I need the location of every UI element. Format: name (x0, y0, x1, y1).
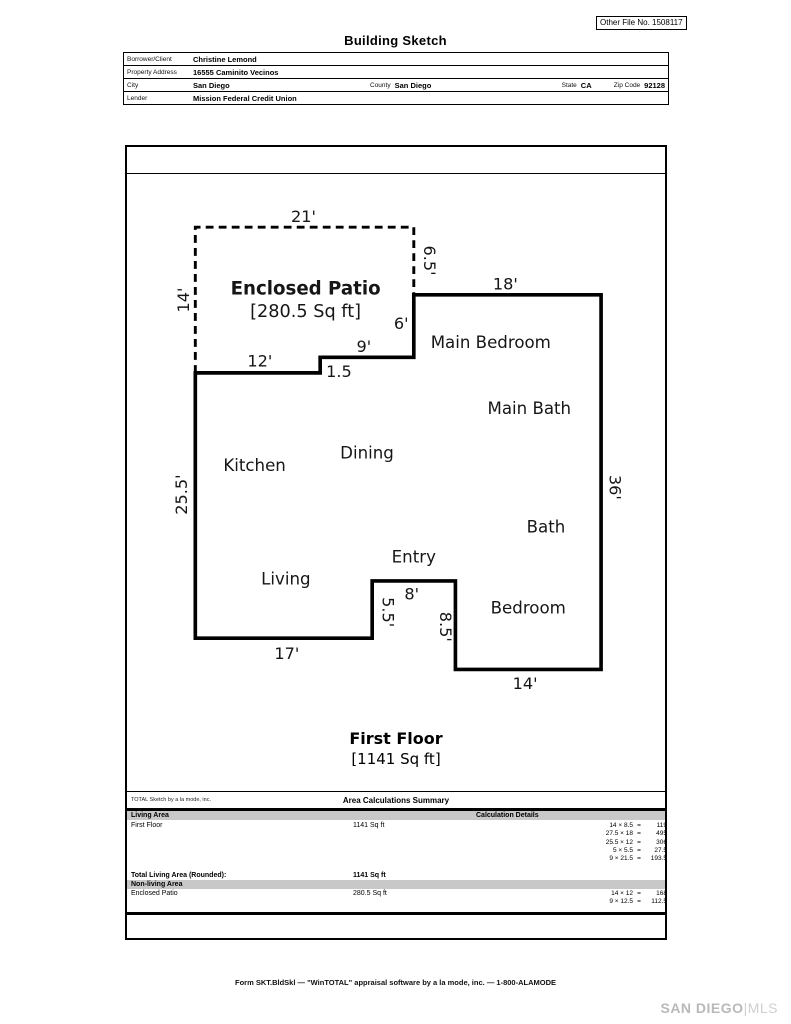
calc-expr: 25.5 × 12 (605, 838, 633, 846)
patio-area-label: [280.5 Sq ft] (250, 302, 362, 323)
dim-patio-right-6-5: 6.5' (420, 245, 440, 276)
county-label: County (370, 81, 391, 89)
calc-line (593, 839, 667, 847)
file-number-box: Other File No. 1508117 (596, 16, 687, 30)
calculation-details-header: Calculation Details (476, 812, 539, 819)
calc-result: 193.5 (650, 855, 667, 863)
floor-plan (164, 196, 648, 711)
patio-row-area: 280.5 Sq ft (353, 890, 387, 897)
dim-bedroom-bottom-14: 14' (512, 674, 538, 694)
dim-patio-bottom-9: 9' (356, 337, 372, 357)
calc-equals: = (637, 846, 641, 854)
borrower-value: Christine Lemond (193, 54, 257, 64)
summary-divider-bottom (127, 912, 665, 915)
nonliving-area-header: Non-living Area (131, 881, 183, 888)
calc-result: 27.5 (654, 846, 667, 854)
calc-line (593, 890, 667, 898)
state-value: CA (580, 80, 592, 90)
calc-result: 112.5 (651, 898, 667, 906)
calc-expr: 27.5 × 18 (605, 830, 633, 838)
calc-equals: = (637, 822, 641, 829)
room-label-dining: Dining (340, 443, 394, 463)
sketch-frame (125, 145, 667, 940)
calc-line (593, 898, 667, 906)
summary-header-row (127, 791, 665, 809)
room-label-main-bedroom: Main Bedroom (430, 332, 551, 352)
dim-patio-left-14: 14' (174, 287, 194, 313)
dim-patio-bottom-12: 12' (247, 351, 273, 371)
dim-step-1-5: 1.5 (326, 362, 352, 382)
patio-calc-details (593, 890, 667, 907)
county-value: San Diego (394, 80, 432, 90)
address-row (124, 66, 668, 79)
watermark-divider: | (743, 1000, 748, 1016)
dim-left-25-5: 25.5' (171, 474, 191, 515)
watermark-suffix: MLS (747, 1000, 778, 1016)
calc-result: 168 (656, 890, 667, 897)
patio-row-name: Enclosed Patio (131, 890, 178, 897)
room-label-enclosed-patio: Enclosed Patio (230, 278, 381, 300)
living-area-header: Living Area (131, 812, 169, 819)
city-label: City (127, 81, 139, 89)
calc-expr: 9 × 21.5 (609, 855, 633, 863)
city-row (124, 79, 668, 92)
calc-result: 306 (656, 838, 667, 846)
patio-outline (195, 227, 413, 373)
dim-entry-8: 8' (404, 584, 420, 604)
calc-equals: = (637, 898, 641, 906)
dim-patio-top-21: 21' (291, 207, 316, 227)
room-label-bath: Bath (526, 517, 566, 537)
room-label-living: Living (261, 569, 311, 589)
room-label-bedroom: Bedroom (490, 598, 566, 618)
calc-result: 119 (656, 822, 667, 829)
calc-equals: = (637, 890, 641, 897)
first-floor-name: First Floor (131, 822, 163, 829)
room-label-kitchen: Kitchen (223, 456, 286, 476)
floor-caption (127, 729, 665, 771)
calc-expr: 5 × 5.5 (612, 846, 633, 854)
calc-equals: = (637, 855, 641, 863)
calc-expr: 14 × 12 (611, 890, 633, 897)
summary-title: Area Calculations Summary (342, 796, 450, 805)
nonliving-area-band (127, 880, 665, 889)
city-value: San Diego (193, 80, 230, 90)
calc-equals: = (637, 838, 641, 846)
dim-notch-8-5: 8.5' (435, 611, 455, 642)
page-title: Building Sketch (344, 33, 447, 48)
first-floor-area: 1141 Sq ft (353, 822, 385, 829)
calc-expr: 14 × 8.5 (609, 822, 633, 829)
dim-shared-wall-6: 6' (393, 314, 409, 334)
mls-watermark (660, 1000, 778, 1016)
address-value: 16555 Caminito Vecinos (193, 67, 279, 77)
living-area-band (127, 811, 665, 820)
watermark-name: SAN DIEGO (660, 1000, 744, 1016)
sketch-frame-header-divider (127, 173, 665, 174)
calc-line (593, 830, 667, 838)
state-label: State (561, 81, 577, 89)
dim-right-36: 36' (605, 474, 625, 500)
dim-bottom-17: 17' (274, 643, 300, 663)
calc-line (593, 855, 667, 863)
total-living-label: Total Living Area (Rounded): (131, 872, 227, 879)
borrower-label: Borrower/Client (127, 55, 172, 63)
calc-line (593, 822, 667, 830)
calc-equals: = (637, 830, 641, 838)
zip-value: 92128 (644, 80, 666, 90)
area-calculations-summary (127, 791, 665, 938)
dim-top-18: 18' (492, 274, 518, 294)
lender-value: Mission Federal Credit Union (193, 93, 297, 103)
borrower-row (124, 53, 668, 66)
room-label-entry: Entry (391, 547, 436, 567)
lender-row (124, 92, 668, 104)
calc-expr: 9 × 12.5 (609, 898, 633, 906)
zip-label: Zip Code (613, 81, 641, 89)
floor-area: [1141 Sq ft] (351, 750, 441, 768)
property-info-table (123, 52, 669, 105)
total-living-value: 1141 Sq ft (353, 872, 386, 879)
address-label: Property Address (127, 68, 177, 76)
form-footer: Form SKT.BldSkl — "WinTOTAL" appraisal software by a la mode, inc. — 1-800-ALAMODE (235, 978, 556, 987)
floor-title: First Floor (349, 729, 443, 748)
living-calc-details (593, 822, 667, 863)
software-branding: TOTAL Sketch by a la mode, inc. (131, 797, 211, 803)
room-label-main-bath: Main Bath (487, 398, 572, 418)
lender-label: Lender (127, 94, 148, 102)
calc-result: 495 (656, 830, 667, 838)
dim-notch-5-5: 5.5' (378, 597, 398, 628)
calc-line (593, 847, 667, 855)
